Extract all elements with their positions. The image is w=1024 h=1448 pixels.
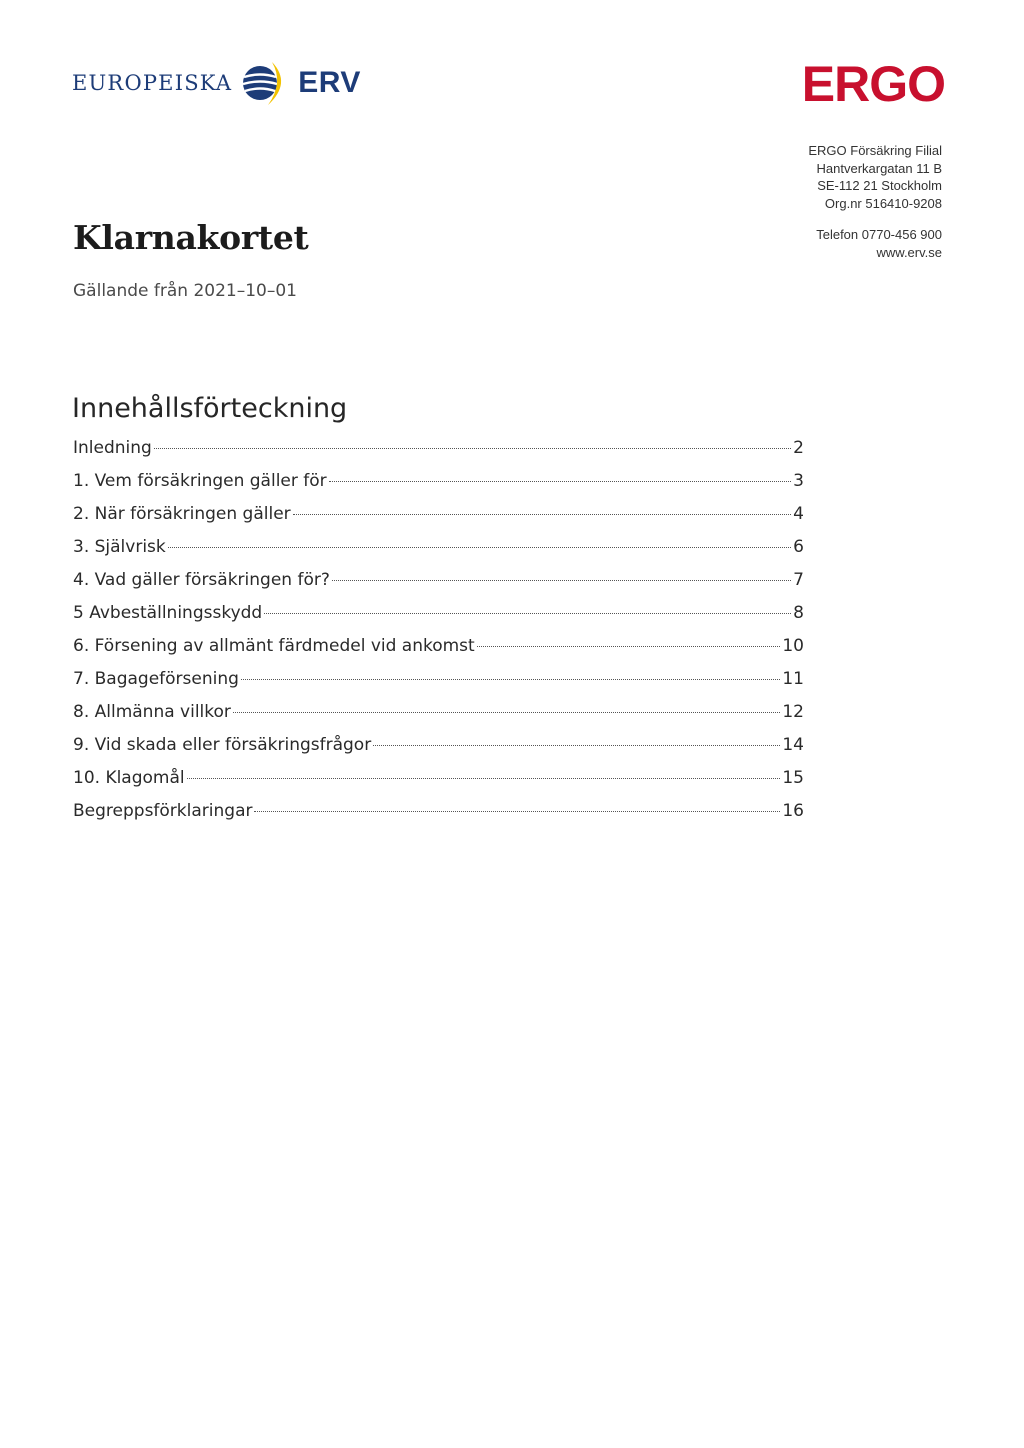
toc-entry-label: 10. Klagomål — [73, 768, 185, 788]
toc-entry-label: 5 Avbeställningsskydd — [73, 603, 263, 623]
europeiska-erv-logo — [72, 58, 361, 108]
toc-dot-leader — [332, 580, 791, 581]
toc-heading: Innehållsförteckning — [72, 393, 348, 424]
toc-entry-label: 3. Självrisk — [73, 537, 166, 557]
toc-entry-label: 8. Allmänna villkor — [73, 702, 231, 722]
toc-entry-allmanna-villkor[interactable] — [73, 702, 804, 735]
toc-entry-label: Begreppsförklaringar — [73, 801, 253, 821]
toc-dot-leader — [241, 679, 780, 680]
toc-entry-page: 11 — [782, 669, 804, 689]
logo-europeiska-text: EUROPEISKA — [72, 71, 233, 95]
toc-entry-page: 12 — [782, 702, 804, 722]
address-company: ERGO Försäkring Filial — [808, 143, 942, 158]
toc-dot-leader — [329, 481, 792, 482]
toc-entry-avbestallningsskydd[interactable] — [73, 603, 804, 636]
toc-entry-klagomal[interactable] — [73, 768, 804, 801]
toc-dot-leader — [187, 778, 781, 779]
toc-entry-page: 16 — [782, 801, 804, 821]
toc-entry-page: 7 — [793, 570, 804, 590]
toc-dot-leader — [168, 547, 791, 548]
toc-dot-leader — [233, 712, 780, 713]
toc-entry-begreppsforklaringar[interactable] — [73, 801, 804, 834]
toc-entry-vid-skada-eller-forsakringsfragor[interactable] — [73, 735, 804, 768]
toc-entry-label: 4. Vad gäller försäkringen för? — [73, 570, 330, 590]
toc-entry-page: 6 — [793, 537, 804, 557]
address-city: SE-112 21 Stockholm — [817, 178, 942, 193]
document-title: Klarnakortet — [73, 218, 309, 257]
toc-entry-page: 8 — [793, 603, 804, 623]
toc-entry-nar-forsakringen-galler[interactable] — [73, 504, 804, 537]
address-web: www.erv.se — [876, 244, 942, 260]
table-of-contents — [73, 438, 804, 834]
toc-entry-label: Inledning — [73, 438, 152, 458]
toc-dot-leader — [373, 745, 780, 746]
toc-entry-page: 10 — [782, 636, 804, 656]
toc-entry-page: 4 — [793, 504, 804, 524]
toc-entry-label: 6. Försening av allmänt färdmedel vid ankomst — [73, 636, 475, 656]
toc-entry-page: 3 — [793, 471, 804, 491]
erv-globe-icon — [240, 58, 292, 108]
toc-entry-forsening-av-allmant-fardmedel[interactable] — [73, 636, 804, 669]
company-address — [808, 142, 942, 261]
toc-entry-label: 2. När försäkringen gäller — [73, 504, 291, 524]
toc-dot-leader — [264, 613, 791, 614]
address-spacer — [808, 212, 942, 226]
valid-from-date: Gällande från 2021–10–01 — [73, 281, 297, 301]
address-street: Hantverkargatan 11 B — [816, 160, 942, 176]
toc-entry-vad-galler-forsakringen-for[interactable] — [73, 570, 804, 603]
toc-entry-label: 1. Vem försäkringen gäller för — [73, 471, 327, 491]
toc-dot-leader — [477, 646, 781, 647]
toc-entry-label: 7. Bagageförsening — [73, 669, 239, 689]
logo-erv-text: ERV — [298, 66, 361, 99]
toc-dot-leader — [154, 448, 791, 449]
toc-entry-vem-forsakringen-galler-for[interactable] — [73, 471, 804, 504]
address-phone: Telefon 0770-456 900 — [816, 227, 942, 242]
toc-entry-inledning[interactable] — [73, 438, 804, 471]
ergo-logo: ERGO — [801, 56, 945, 112]
address-org-nr: Org.nr 516410-9208 — [824, 195, 942, 211]
toc-entry-page: 2 — [793, 438, 804, 458]
toc-entry-page: 14 — [782, 735, 804, 755]
toc-dot-leader — [254, 811, 780, 812]
toc-entry-bagageforsening[interactable] — [73, 669, 804, 702]
toc-entry-sjalvrisk[interactable] — [73, 537, 804, 570]
toc-entry-label: 9. Vid skada eller försäkringsfrågor — [73, 735, 372, 755]
toc-entry-page: 15 — [782, 768, 804, 788]
toc-dot-leader — [293, 514, 792, 515]
